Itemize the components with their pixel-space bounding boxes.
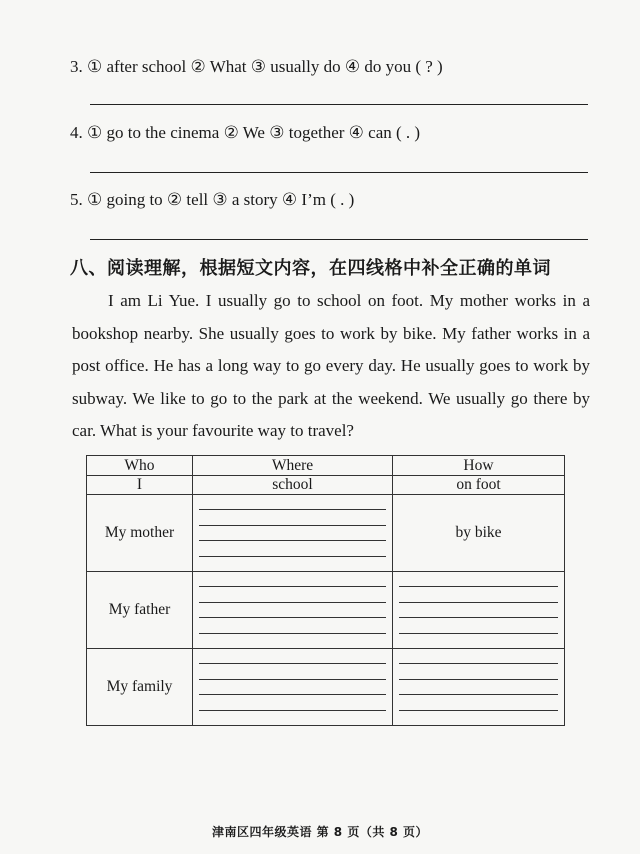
question-5: 5. ① going to ② tell ③ a story ④ I’m ( . ) (70, 190, 355, 209)
question-3: 3. ① after school ② What ③ usually do ④ do you ( ? ) (70, 57, 443, 76)
answer-line-4[interactable] (90, 172, 588, 173)
cell-who: I (87, 476, 193, 495)
section-title: 八、阅读理解，根据短文内容，在四线格中补全正确的单词 (70, 258, 551, 279)
four-line-grid[interactable] (193, 495, 393, 572)
passage-text: I am Li Yue. I usually go to school on foot. My mother works in a bookshop nearby. She usually goes to work by bike. My father works in a post office. He has a long way to go every day. He usually goes to work by subway. We like to go to the park at the weekend. We usually go there by car. What is your favourite way to travel? (72, 291, 590, 440)
table-row (87, 572, 565, 649)
reading-passage (72, 285, 590, 448)
four-line-grid[interactable] (193, 649, 393, 726)
cell-who: My family (87, 649, 193, 726)
answer-line-3[interactable] (90, 104, 588, 105)
question-4: 4. ① go to the cinema ② We ③ together ④ can ( . ) (70, 123, 421, 142)
header-where: Where (193, 456, 393, 476)
cell-how: by bike (393, 495, 565, 572)
four-line-grid[interactable] (393, 572, 565, 649)
cell-who: My father (87, 572, 193, 649)
answer-line-5[interactable] (90, 239, 588, 240)
cell-who: My mother (87, 495, 193, 572)
cell-how: on foot (393, 476, 565, 495)
table-row (87, 495, 565, 572)
info-table (86, 455, 565, 726)
page-footer: 津南区四年级英语 第 8 页（共 8 页） (211, 825, 429, 839)
table-row (87, 649, 565, 726)
header-how: How (393, 456, 565, 476)
four-line-grid[interactable] (193, 572, 393, 649)
table-row (87, 476, 565, 495)
cell-where: school (193, 476, 393, 495)
four-line-grid[interactable] (393, 649, 565, 726)
header-who: Who (87, 456, 193, 476)
table-header-row (87, 456, 565, 476)
